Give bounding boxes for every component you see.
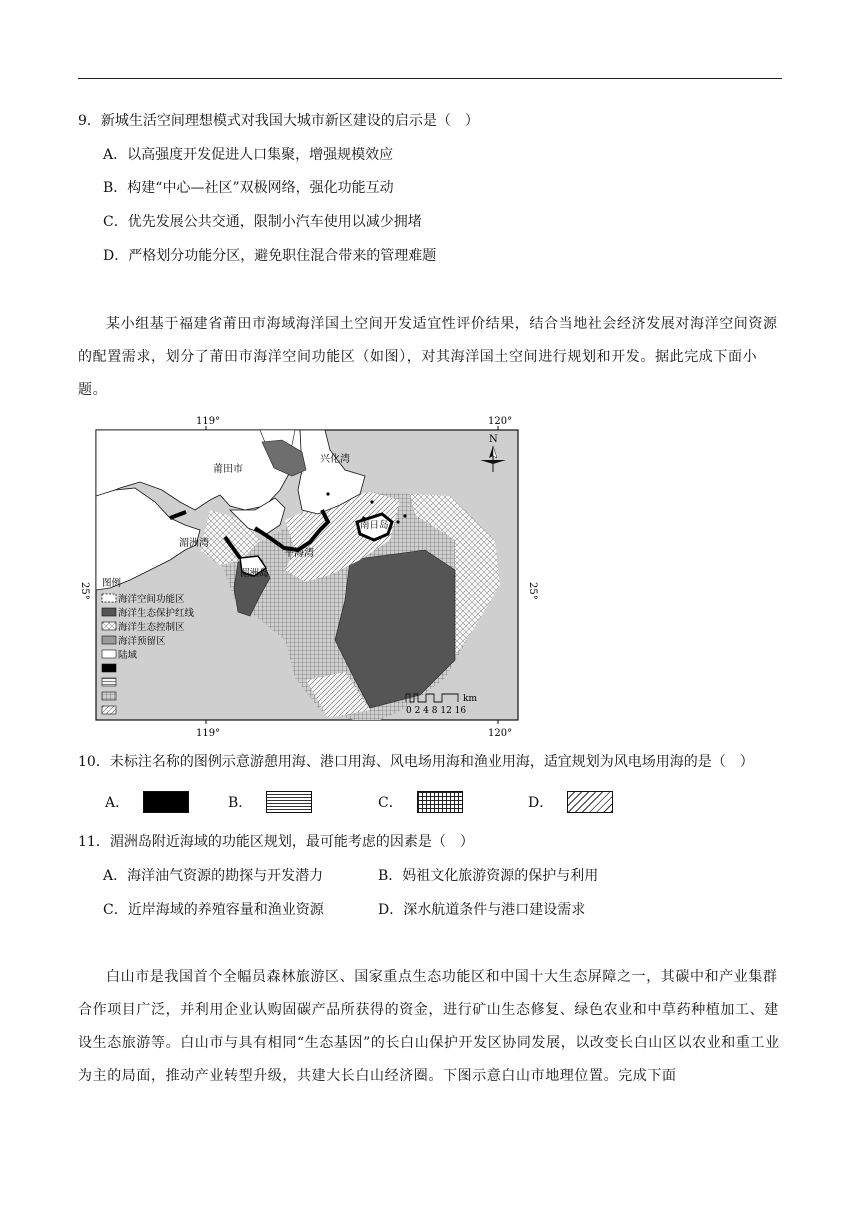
- label-meizhou-island: 湄洲岛: [240, 568, 269, 579]
- header-rule: [78, 78, 782, 79]
- swatch-diagonal: [567, 791, 613, 813]
- q10-option-a: [105, 788, 189, 816]
- q10-stem: 10．未标注名称的图例示意游憩用海、港口用海、风电场用海和渔业用海，适宜规划为风电场用海的是（ ）: [78, 754, 754, 770]
- putian-marine-zoning-map: [70, 410, 550, 746]
- legend-swatch-black: [102, 664, 116, 672]
- label-putian: 莆田市: [213, 464, 243, 475]
- label-nanri-island: 南日岛: [360, 520, 389, 531]
- q9-stem: 9．新城生活空间理想模式对我国大城市新区建设的启示是（ ）: [78, 113, 479, 129]
- q11-option-d: D．深水航道条件与港口建设需求: [378, 902, 586, 918]
- legend-item-land: 陆域: [118, 650, 138, 661]
- q10-option-b-label: B．: [228, 795, 253, 811]
- legend-item-function-zone: 海洋空间功能区: [118, 594, 185, 605]
- q9-option-a: A．以高强度开发促进人口集聚，增强规模效应: [103, 147, 394, 163]
- lon-top-119: 119°: [196, 416, 221, 427]
- legend-swatch-diagonal: [102, 706, 116, 714]
- scale-numbers: 0 2 4 8 12 16: [406, 706, 467, 716]
- legend-title: 图例: [102, 578, 122, 589]
- lon-bottom-119: 119°: [196, 728, 221, 739]
- scale-unit: km: [463, 694, 477, 704]
- q11-stem: 11．湄洲岛附近海域的功能区规划，最可能考虑的因素是（ ）: [78, 834, 474, 850]
- lon-bottom-120: 120°: [488, 728, 513, 739]
- swatch-grid: [417, 791, 463, 813]
- q10-option-c-label: C．: [378, 795, 403, 811]
- q10-option-a-label: A．: [105, 795, 130, 811]
- label-xinghua-bay: 兴化湾: [320, 454, 350, 465]
- legend-item-reserve: 海洋预留区: [118, 636, 166, 647]
- svg-text:N: N: [489, 434, 498, 445]
- q10-option-d-label: D．: [528, 795, 554, 811]
- lon-top-120: 120°: [488, 416, 513, 427]
- label-meizhou-bay: 湄洲湾: [179, 538, 209, 549]
- legend-item-control: 海洋生态控制区: [118, 622, 185, 633]
- swatch-horizontal-lines: [266, 791, 312, 813]
- q11-option-b: B．妈祖文化旅游资源的保护与利用: [378, 868, 599, 884]
- lat-left-25: 25°: [79, 582, 90, 600]
- legend-swatch-lines: [102, 678, 116, 686]
- swatch-solid-black: [143, 791, 189, 813]
- passage-baishan: 白山市是我国首个全幅员森林旅游区、国家重点生态功能区和中国十大生态屏障之一，其碳中和产业集群合作项目广泛，并利用企业认购固碳产品所获得的资金，进行矿山生态修复、绿色农业和中草药种植加工、建设生态旅游等。白山市与具有相同“生态基因”的长白山保护开发区协同发展，以改变长白山区以农业和重工业为主的局面，推动产业转型升级，共建大长白山经济圈。下图示意白山市地理位置。完成下面: [78, 969, 780, 1084]
- q10-option-b: [228, 788, 312, 816]
- q9-option-b: B．构建“中心—社区”双极网络，强化功能互动: [103, 180, 394, 196]
- label-pinghai-bay: 平海湾: [284, 548, 314, 559]
- lat-right-25: 25°: [527, 582, 538, 600]
- legend-item-redline: 海洋生态保护红线: [118, 608, 195, 619]
- q10-option-d: [528, 788, 613, 816]
- q10-option-c: [378, 788, 463, 816]
- legend-swatch-grid: [102, 692, 116, 700]
- q9-option-c: C．优先发展公共交通，限制小汽车使用以减少拥堵: [103, 214, 422, 230]
- q11-option-c: C．近岸海域的养殖容量和渔业资源: [103, 902, 324, 918]
- q9-option-d: D．严格划分功能分区，避免职住混合带来的管理难题: [103, 248, 437, 264]
- q11-option-a: A．海洋油气资源的勘探与开发潜力: [103, 868, 324, 884]
- passage-putian: 某小组基于福建省莆田市海域海洋国土空间开发适宜性评价结果，结合当地社会经济发展对海洋空间资源的配置需求，划分了莆田市海洋空间功能区（如图），对其海洋国土空间进行规划和开发。据此完成下面小题。: [78, 316, 778, 398]
